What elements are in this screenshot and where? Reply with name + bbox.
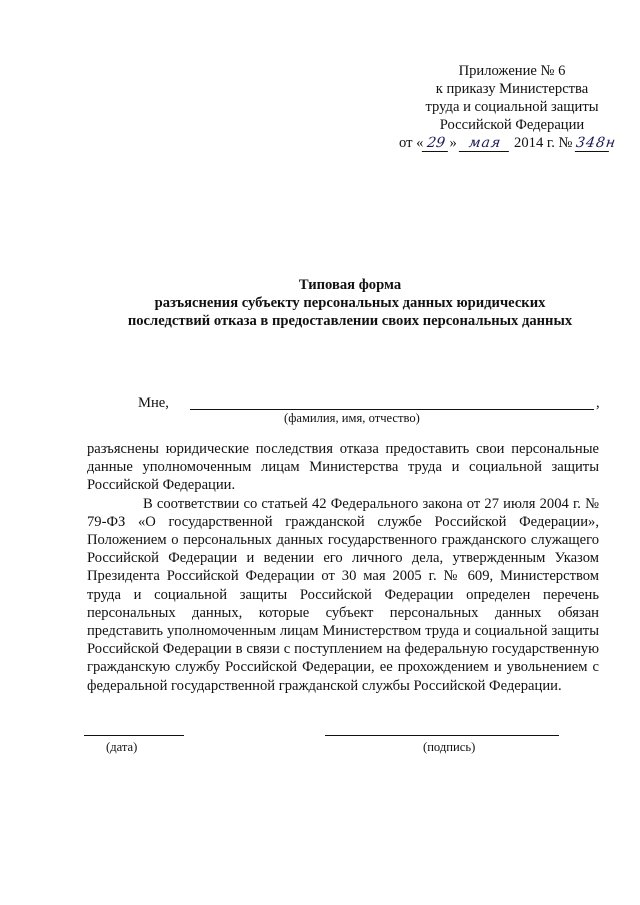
recipient-comma: , [596,395,600,411]
recipient-block [138,395,608,431]
body-paragraph-2: В соответствии со статьей 42 Федерального закона от 27 июля 2004 г. № 79-ФЗ «О государственной гражданской службе Российской Федерации», Положением о персональных данных государственного гражданского служащего Российской Федерации и ведении его личного дела, утвержденным Указом Президента Российской Федерации от 30 мая 2005 г. № 609, Министерством труда и социальной защиты Российской Федерации определен перечень персональных данных, которые субъект персональных данных обязан представить уполномоченным лицам Министерством труда и социальной защиты Российской Федерации в связи с поступлением на федеральную государственную гражданскую службу Российской Федерации, ее прохождением и увольнением с федеральной государственной гражданской службы Российской Федерации. [87,495,599,694]
title-line-3: последствий отказа в предоставлении своих персональных данных [127,313,573,329]
document-body [87,440,599,695]
signature-field-line[interactable] [325,735,559,736]
signature-caption: (подпись) [423,740,476,754]
appendix-ministry: труда и социальной защиты [425,99,599,115]
document-title [80,276,620,330]
title-line-1: Типовая форма [298,277,402,293]
recipient-name-field[interactable] [190,409,594,410]
appendix-date-line [399,134,628,152]
appendix-federation: Российской Федерации [439,117,585,133]
appendix-header [396,62,628,152]
appendix-number: Приложение № 6 [458,63,566,79]
date-mid: » [449,135,457,151]
appendix-order-ref: к приказу Министерства [435,81,589,97]
date-field-line[interactable] [84,735,184,736]
date-prefix: от « [399,135,424,151]
date-year: 2014 г. № [514,135,573,151]
handwritten-day: 29 [422,135,450,152]
recipient-hint: (фамилия, имя, отчество) [284,411,420,425]
title-line-2: разъяснения субъекту персональных данных юридических [154,295,546,311]
body-paragraph-1: разъяснены юридические последствия отказа предоставить свои персональные данные уполномоченным лицам Министерства труда и социальной защиты Российской Федерации. [87,441,599,494]
handwritten-month: мая [459,135,511,152]
recipient-label: Мне, [138,395,169,411]
handwritten-order-number: 348н [575,135,618,151]
date-caption: (дата) [106,740,138,754]
